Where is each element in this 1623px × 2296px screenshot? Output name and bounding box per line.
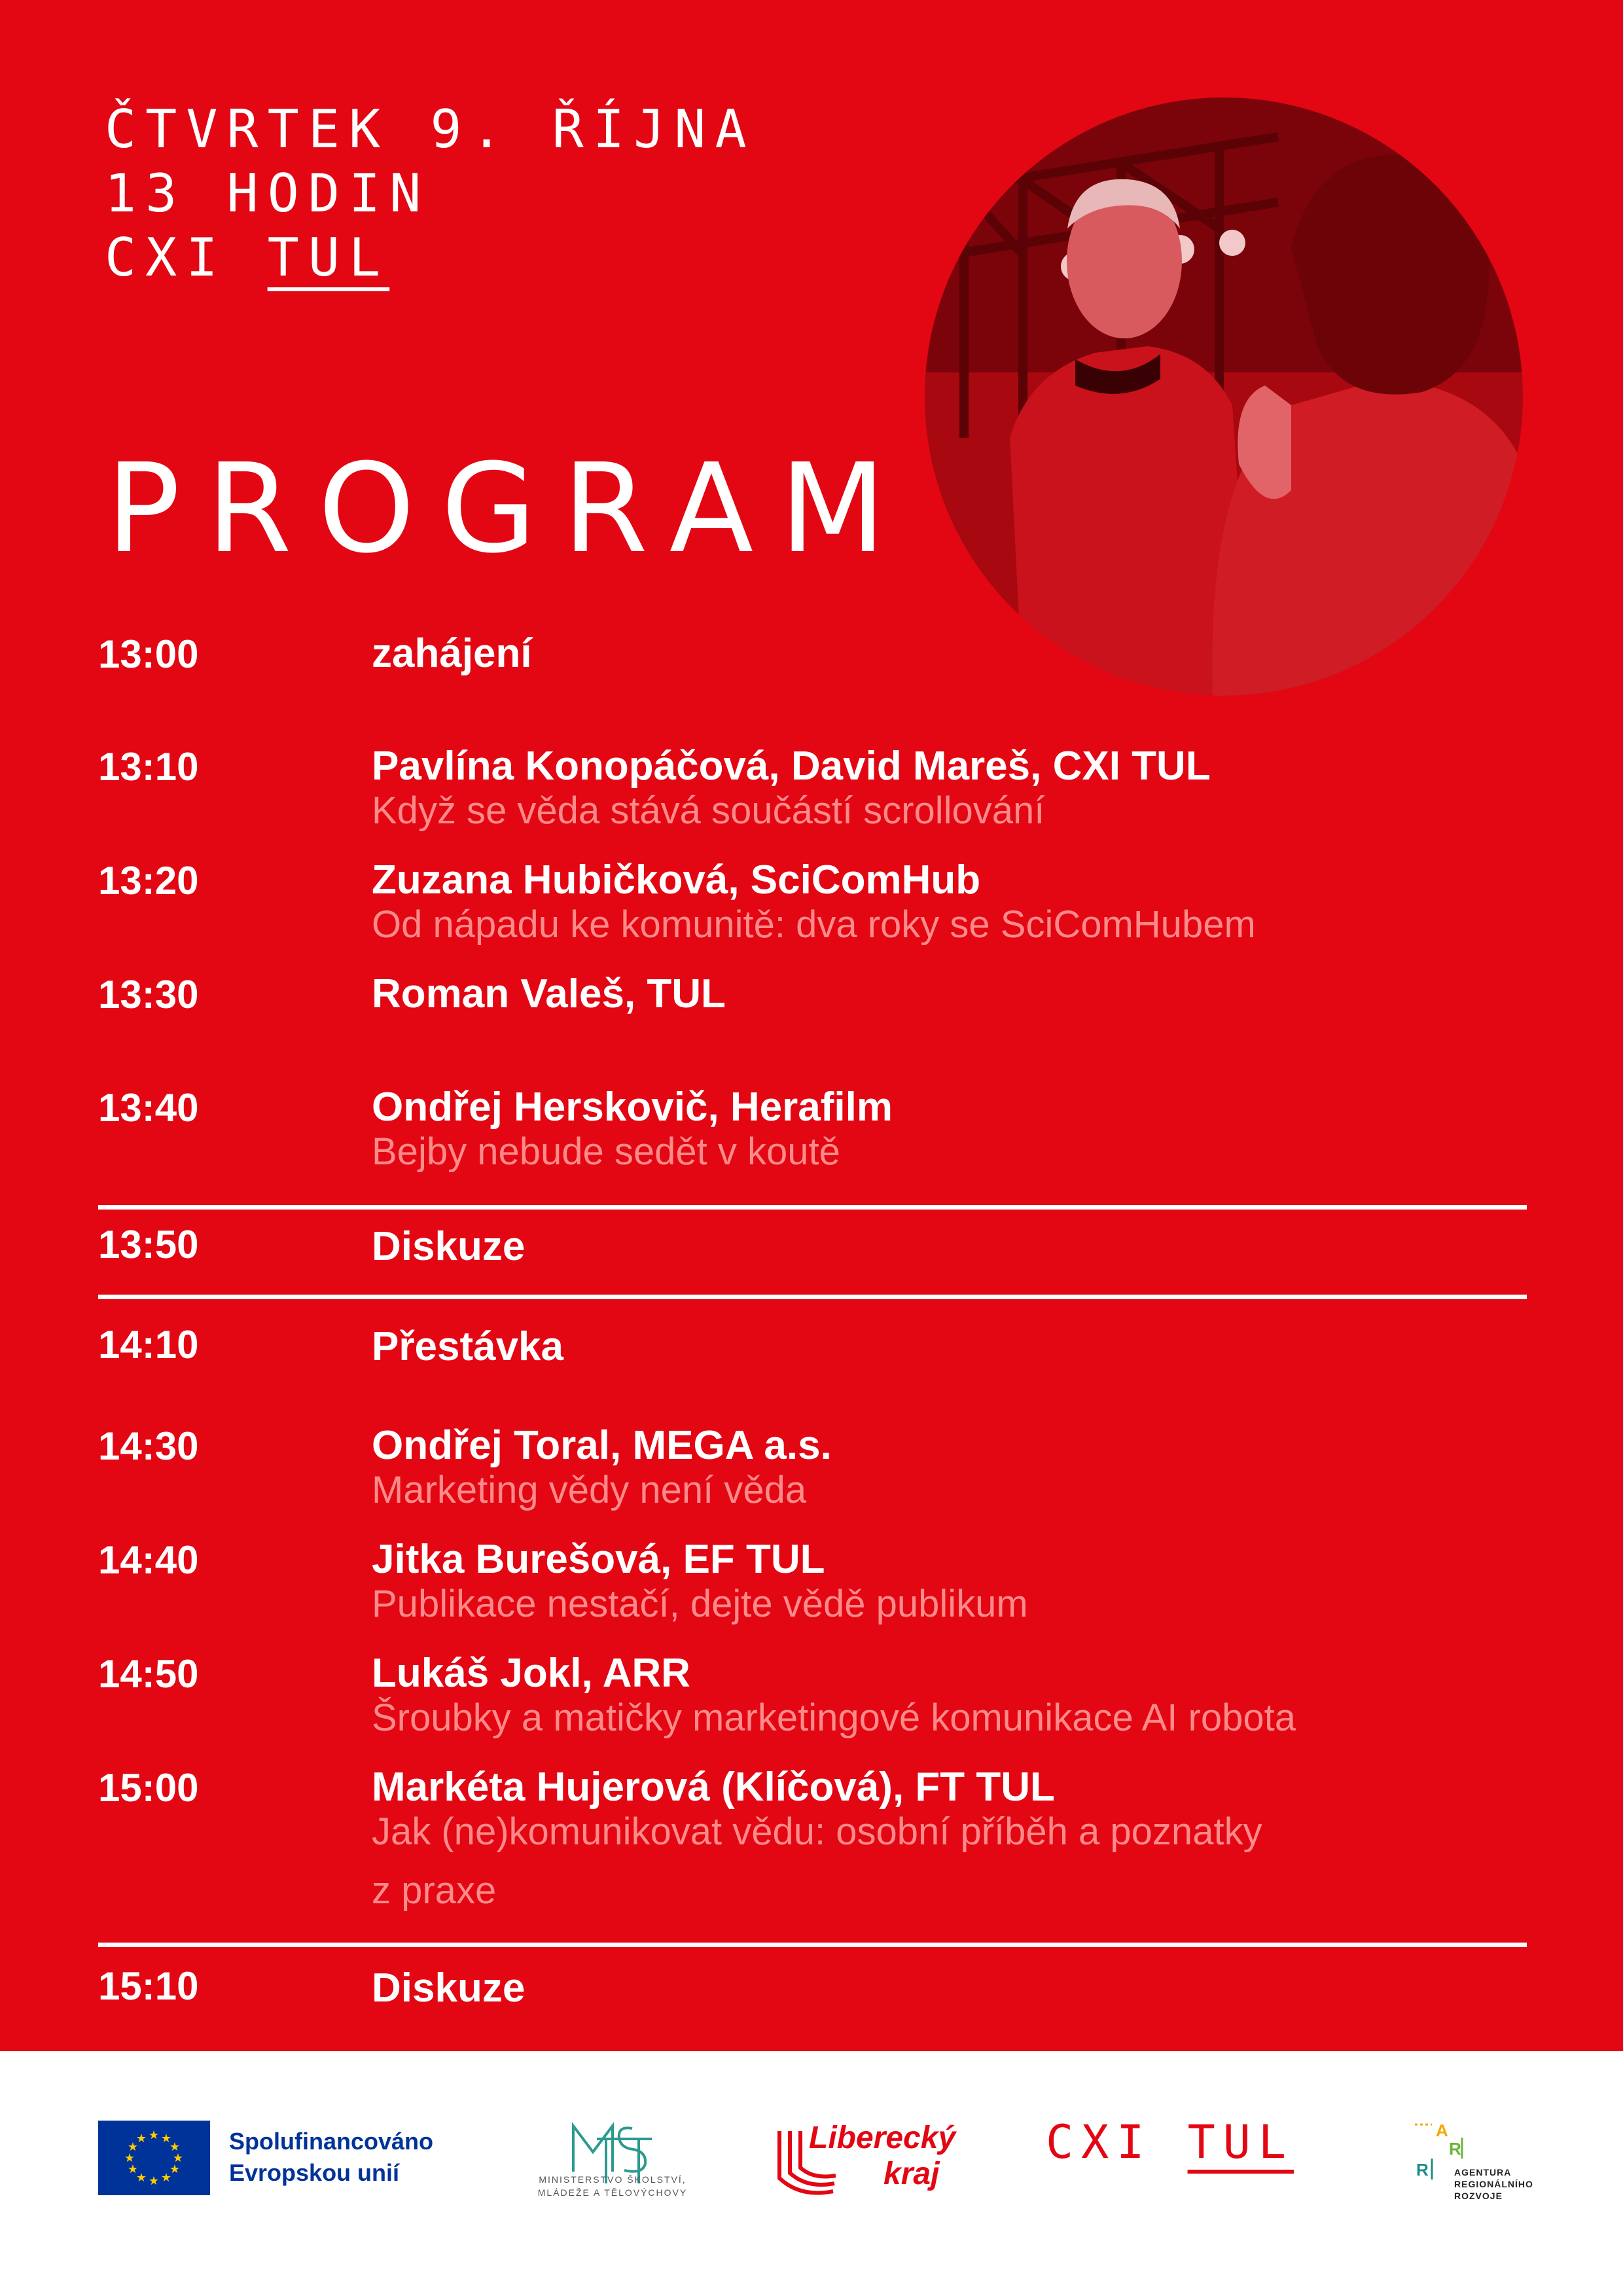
program-time: 13:00 <box>98 632 199 676</box>
program-time: 14:40 <box>98 1538 199 1582</box>
arr-name-line3: ROZVOJE <box>1454 2191 1503 2201</box>
cxi-logo-prefix: CXI <box>1046 2115 1152 2169</box>
eu-cofunded-line1: Spolufinancováno <box>229 2128 434 2155</box>
venue-prefix: CXI <box>105 227 227 288</box>
liberec-region-line1: Liberecký <box>809 2121 956 2155</box>
program-speaker: Ondřej Herskovič, Herafilm <box>372 1085 893 1130</box>
svg-text:★: ★ <box>127 2140 139 2154</box>
program-discussion: Diskuze <box>372 1965 526 2011</box>
program-time: 14:10 <box>98 1323 199 1367</box>
msmt-name-line1: MINISTERSTVO ŠKOLSTVÍ, <box>539 2174 687 2185</box>
svg-text:★: ★ <box>135 2171 147 2185</box>
program-talk-title: Publikace nestačí, dejte vědě publikum <box>372 1583 1028 1625</box>
program-time: 14:50 <box>98 1652 199 1696</box>
venue-suffix: TUL <box>267 227 390 288</box>
svg-text:★: ★ <box>160 2171 172 2185</box>
program-speaker: Jitka Burešová, EF TUL <box>372 1537 825 1582</box>
event-date: ČTVRTEK 9. ŘÍJNA <box>105 99 756 160</box>
svg-text:★: ★ <box>124 2151 135 2165</box>
program-speaker: Lukáš Jokl, ARR <box>372 1651 690 1696</box>
program-time: 15:10 <box>98 1964 199 2008</box>
program-speaker: Markéta Hujerová (Klíčová), FT TUL <box>372 1765 1055 1810</box>
section-divider <box>98 1295 1527 1299</box>
eu-flag-icon <box>98 2121 210 2195</box>
msmt-name-line2: MLÁDEŽE A TĚLOVÝCHOVY <box>537 2187 688 2198</box>
program-talk-title: Od nápadu ke komunitě: dva roky se SciComHubem <box>372 903 1256 946</box>
program-time: 13:50 <box>98 1223 199 1266</box>
liberec-region-line2: kraj <box>883 2157 940 2191</box>
section-divider <box>98 1205 1527 1210</box>
svg-text:★: ★ <box>169 2162 181 2176</box>
svg-text:★: ★ <box>135 2132 147 2145</box>
svg-text:R: R <box>1416 2160 1429 2179</box>
program-talk-title-continued: z praxe <box>372 1869 497 1912</box>
svg-text:A: A <box>1436 2121 1448 2140</box>
program-time: 13:40 <box>98 1086 199 1130</box>
program-discussion: Diskuze <box>372 1224 526 1269</box>
program-talk-title: Jak (ne)komunikovat vědu: osobní příběh a poznatky <box>372 1810 1262 1853</box>
event-time: 13 HODIN <box>105 163 431 224</box>
cxi-logo-suffix: TUL <box>1187 2115 1294 2169</box>
arr-name-line2: REGIONÁLNÍHO <box>1454 2179 1533 2189</box>
svg-text:★: ★ <box>148 2174 160 2188</box>
cxi-tul-logo <box>1046 2115 1294 2169</box>
svg-text:★: ★ <box>127 2162 139 2176</box>
program-talk-title: Marketing vědy není věda <box>372 1469 807 1511</box>
program-talk-title: Šroubky a matičky marketingové komunikace AI robota <box>372 1696 1296 1739</box>
speaker-photo <box>925 98 1523 696</box>
svg-text:★: ★ <box>172 2151 184 2165</box>
program-time: 13:20 <box>98 859 199 903</box>
program-time: 13:30 <box>98 973 199 1016</box>
program-title-item: zahájení <box>372 631 532 676</box>
svg-text:R: R <box>1449 2139 1461 2159</box>
program-speaker: Pavlína Konopáčová, David Mareš, CXI TUL <box>372 744 1211 789</box>
program-time: 13:10 <box>98 745 199 789</box>
program-speaker: Ondřej Toral, MEGA a.s. <box>372 1423 832 1468</box>
program-talk-title: Bejby nebude sedět v koutě <box>372 1130 840 1173</box>
program-time: 14:30 <box>98 1424 199 1468</box>
program-break: Přestávka <box>372 1324 564 1369</box>
program-time: 15:00 <box>98 1766 199 1810</box>
photo-two-people-talking <box>925 98 1523 696</box>
program-speaker: Zuzana Hubičková, SciComHub <box>372 857 981 903</box>
svg-text:★: ★ <box>148 2128 160 2142</box>
eu-cofunded-line2: Evropskou unií <box>229 2159 400 2186</box>
arr-name-line1: AGENTURA <box>1454 2167 1512 2178</box>
program-talk-title: Když se věda stává součástí scrollování <box>372 789 1045 832</box>
section-divider <box>98 1943 1527 1947</box>
event-venue <box>105 227 390 288</box>
svg-text:★: ★ <box>160 2132 172 2145</box>
svg-text:★: ★ <box>169 2140 181 2154</box>
program-speaker: Roman Valeš, TUL <box>372 971 726 1016</box>
program-title: PROGRAM <box>106 437 912 581</box>
